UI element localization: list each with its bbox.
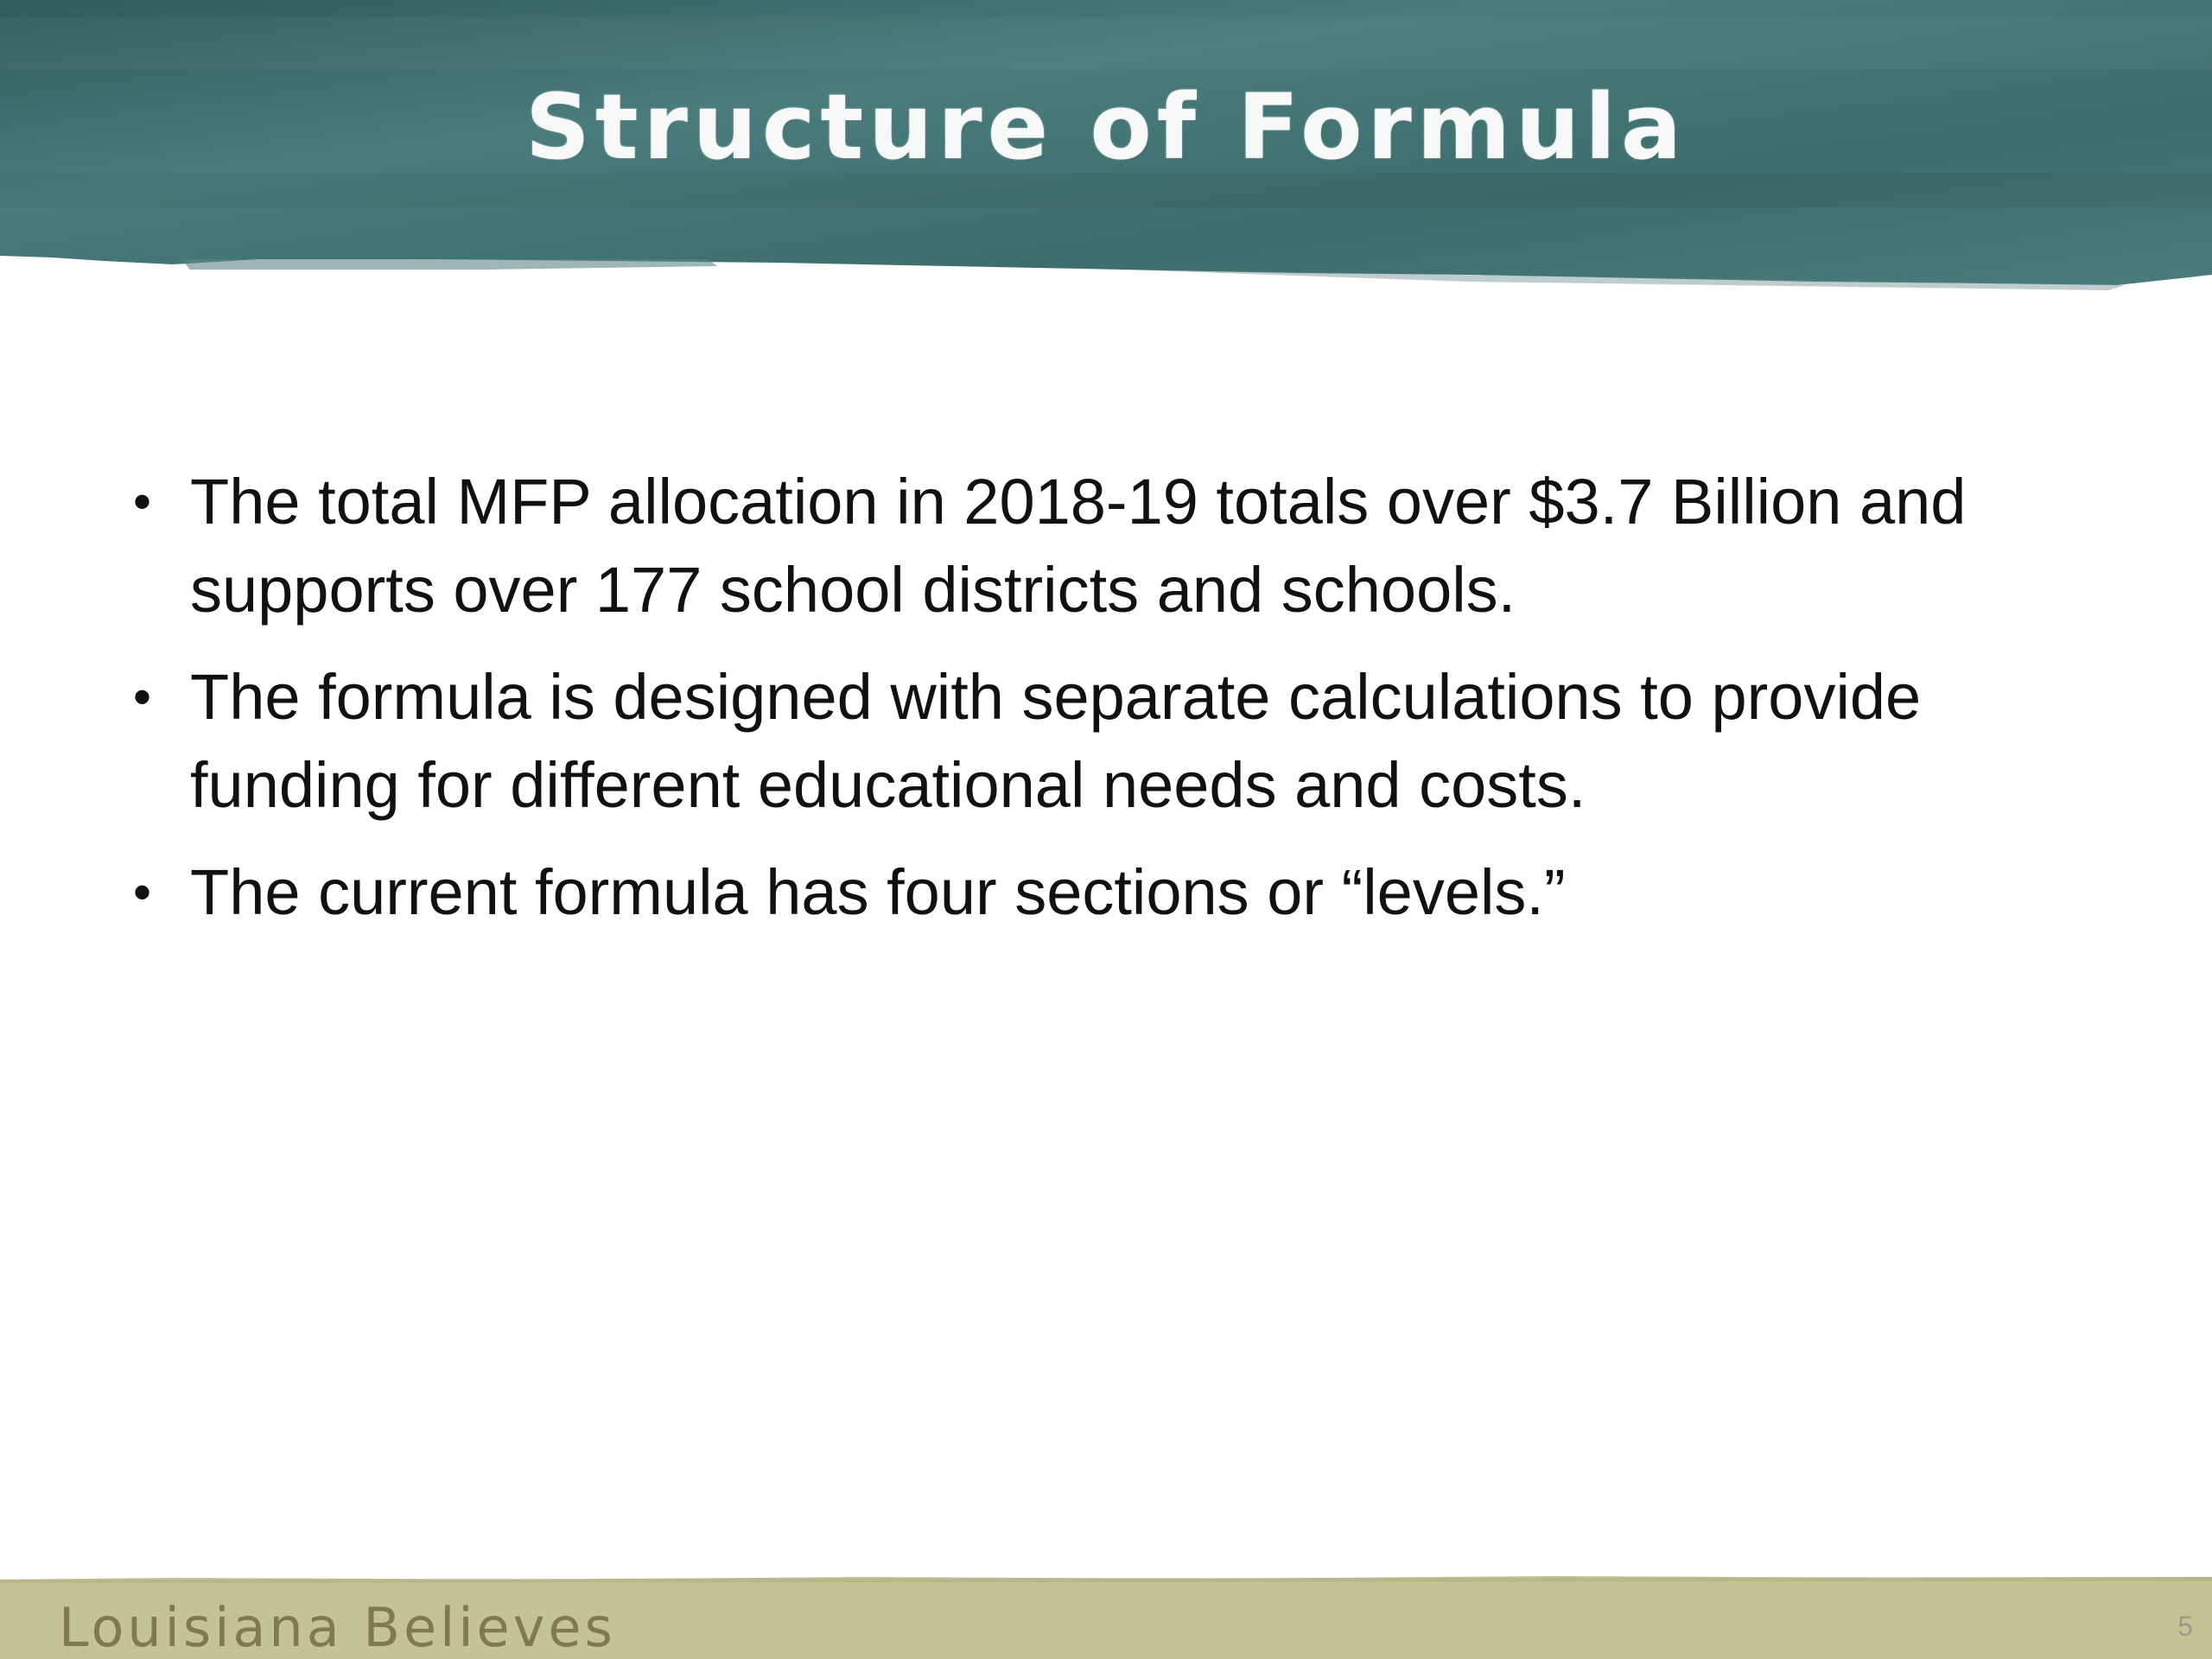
- bullet-content: [130, 458, 2100, 956]
- bullet-item: [130, 849, 2100, 937]
- bullet-text: The current formula has four sections or “levels.”: [190, 856, 1566, 928]
- page-number: 5: [2177, 1611, 2193, 1642]
- bullet-list: [130, 458, 2100, 937]
- bullet-item: [130, 458, 2100, 634]
- bullet-text: The formula is designed with separate calculations to provide funding for different educational needs and costs.: [190, 661, 1922, 821]
- bullet-dot-icon: •: [133, 473, 152, 531]
- footer-brand: Louisiana Believes: [59, 1596, 616, 1659]
- bullet-text: The total MFP allocation in 2018-19 totals over $3.7 Billion and supports over 177 school districts and schools.: [190, 466, 1967, 626]
- bullet-item: [130, 653, 2100, 830]
- slide-title: Structure of Formula: [524, 74, 1688, 180]
- bullet-dot-icon: •: [133, 863, 152, 921]
- bullet-dot-icon: •: [133, 668, 152, 726]
- chalkboard-header: [0, 0, 2212, 294]
